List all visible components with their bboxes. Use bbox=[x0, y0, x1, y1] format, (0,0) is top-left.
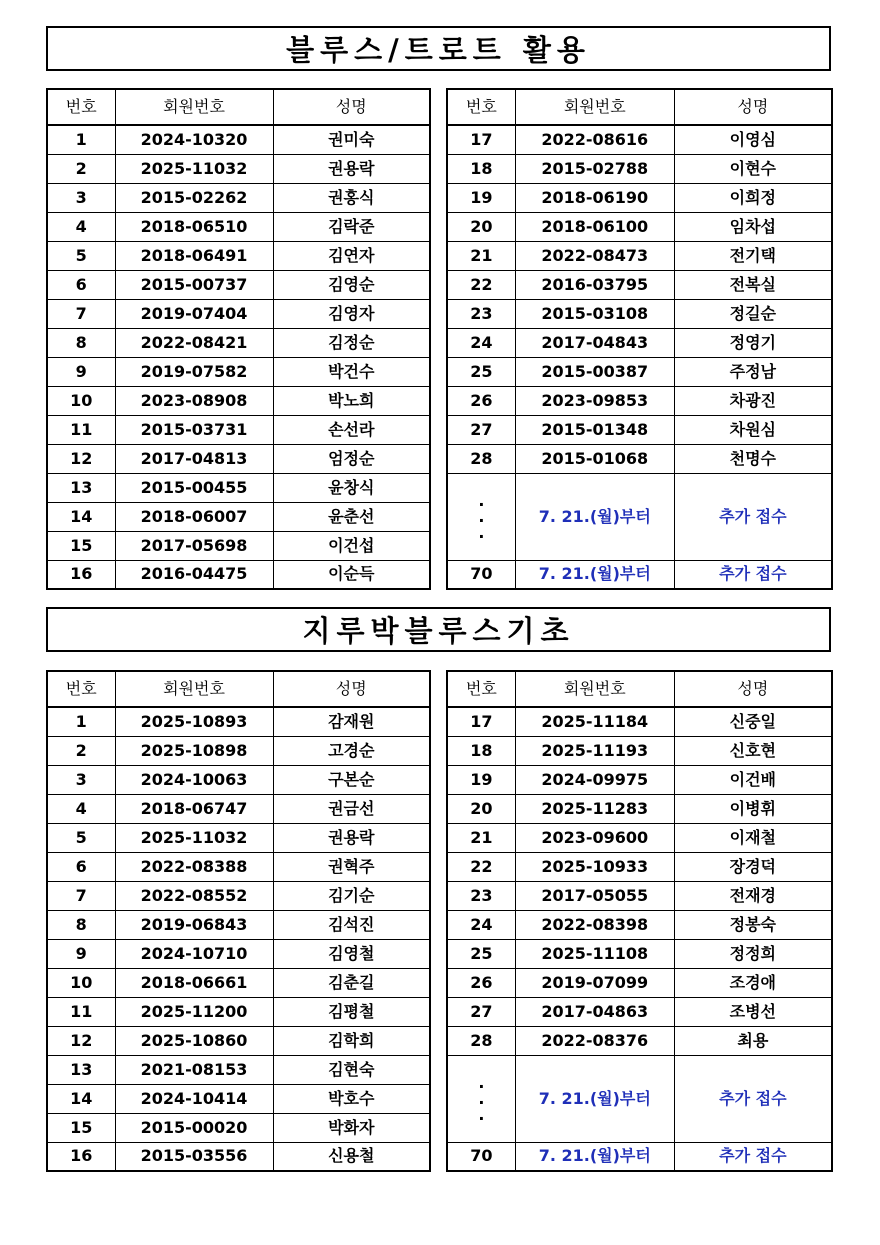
member-id: 2022-08376 bbox=[515, 1026, 674, 1055]
table-row bbox=[47, 183, 430, 212]
member-id: 2015-01348 bbox=[515, 415, 674, 444]
header-member-id: 회원번호 bbox=[515, 89, 674, 125]
member-name: 이건배 bbox=[674, 765, 832, 794]
row-number: 4 bbox=[47, 212, 115, 241]
table-row bbox=[47, 241, 430, 270]
member-name: 조병선 bbox=[674, 997, 832, 1026]
member-name: 김락준 bbox=[273, 212, 430, 241]
extra-date: 7. 21.(월)부터 bbox=[515, 1142, 674, 1171]
row-number: 19 bbox=[447, 183, 515, 212]
header-member-id: 회원번호 bbox=[115, 89, 273, 125]
member-name: 김현숙 bbox=[273, 1055, 430, 1084]
row-number: 3 bbox=[47, 765, 115, 794]
table-row bbox=[47, 823, 430, 852]
table-row bbox=[47, 415, 430, 444]
member-id: 2016-03795 bbox=[515, 270, 674, 299]
table-row bbox=[447, 154, 832, 183]
member-id: 2024-10320 bbox=[115, 125, 273, 154]
table-row bbox=[447, 328, 832, 357]
row-number: 13 bbox=[47, 473, 115, 502]
member-name: 감재원 bbox=[273, 707, 430, 736]
member-name: 정길순 bbox=[674, 299, 832, 328]
row-number: 24 bbox=[447, 328, 515, 357]
section-title: 블루스/트로트 활용 bbox=[46, 26, 831, 71]
member-name: 김영순 bbox=[273, 270, 430, 299]
table-row bbox=[447, 707, 832, 736]
member-id: 2015-01068 bbox=[515, 444, 674, 473]
member-name: 이병휘 bbox=[674, 794, 832, 823]
member-name: 임차섭 bbox=[674, 212, 832, 241]
table-row bbox=[447, 299, 832, 328]
table-row bbox=[447, 270, 832, 299]
member-id: 2025-11283 bbox=[515, 794, 674, 823]
row-number: 22 bbox=[447, 270, 515, 299]
row-number: 7 bbox=[47, 299, 115, 328]
header-name: 성명 bbox=[273, 89, 430, 125]
last-row bbox=[447, 1142, 832, 1171]
row-number: 6 bbox=[47, 270, 115, 299]
member-id: 2019-06843 bbox=[115, 910, 273, 939]
table-row bbox=[47, 444, 430, 473]
member-name: 박노희 bbox=[273, 386, 430, 415]
row-number: 10 bbox=[47, 968, 115, 997]
row-number: 8 bbox=[47, 328, 115, 357]
row-number: 12 bbox=[47, 1026, 115, 1055]
row-number: 6 bbox=[47, 852, 115, 881]
row-number: 28 bbox=[447, 1026, 515, 1055]
row-number: 70 bbox=[447, 1142, 515, 1171]
row-number: 4 bbox=[47, 794, 115, 823]
member-id: 2025-10860 bbox=[115, 1026, 273, 1055]
row-number: 5 bbox=[47, 823, 115, 852]
member-name: 천명수 bbox=[674, 444, 832, 473]
ellipsis-dot: . bbox=[478, 522, 485, 542]
member-name: 김영자 bbox=[273, 299, 430, 328]
table-row bbox=[47, 125, 430, 154]
member-id: 2025-10933 bbox=[515, 852, 674, 881]
member-id: 2017-04843 bbox=[515, 328, 674, 357]
row-number: 17 bbox=[447, 125, 515, 154]
table-row bbox=[447, 997, 832, 1026]
row-number: 9 bbox=[47, 939, 115, 968]
member-id: 2019-07582 bbox=[115, 357, 273, 386]
ellipsis-dots bbox=[447, 473, 515, 560]
header-member-id: 회원번호 bbox=[515, 671, 674, 707]
member-name: 김기순 bbox=[273, 881, 430, 910]
member-id: 2025-11032 bbox=[115, 154, 273, 183]
member-name: 김연자 bbox=[273, 241, 430, 270]
table-row bbox=[447, 881, 832, 910]
extra-date: 7. 21.(월)부터 bbox=[515, 560, 674, 589]
row-number: 2 bbox=[47, 154, 115, 183]
roster-table-right bbox=[446, 88, 833, 590]
member-id: 2018-06007 bbox=[115, 502, 273, 531]
table-row bbox=[447, 852, 832, 881]
table-row bbox=[447, 357, 832, 386]
extra-label: 추가 접수 bbox=[674, 473, 832, 560]
member-name: 신용철 bbox=[273, 1142, 430, 1171]
row-number: 28 bbox=[447, 444, 515, 473]
extra-date: 7. 21.(월)부터 bbox=[515, 1055, 674, 1142]
table-row bbox=[47, 212, 430, 241]
table-row bbox=[47, 328, 430, 357]
member-name: 박화자 bbox=[273, 1113, 430, 1142]
member-id: 2018-06510 bbox=[115, 212, 273, 241]
roster-table-left bbox=[46, 88, 431, 590]
member-id: 2018-06747 bbox=[115, 794, 273, 823]
member-name: 차원심 bbox=[674, 415, 832, 444]
extra-label: 추가 접수 bbox=[674, 560, 832, 589]
row-number: 14 bbox=[47, 502, 115, 531]
member-id: 2022-08398 bbox=[515, 910, 674, 939]
row-number: 16 bbox=[47, 1142, 115, 1171]
row-number: 15 bbox=[47, 531, 115, 560]
row-number: 1 bbox=[47, 125, 115, 154]
member-id: 2018-06491 bbox=[115, 241, 273, 270]
member-name: 박건수 bbox=[273, 357, 430, 386]
member-name: 김정순 bbox=[273, 328, 430, 357]
member-name: 조경애 bbox=[674, 968, 832, 997]
member-name: 윤창식 bbox=[273, 473, 430, 502]
member-name: 이재철 bbox=[674, 823, 832, 852]
table-row bbox=[447, 939, 832, 968]
member-name: 권용락 bbox=[273, 823, 430, 852]
row-number: 24 bbox=[447, 910, 515, 939]
member-name: 김영철 bbox=[273, 939, 430, 968]
row-number: 25 bbox=[447, 939, 515, 968]
member-id: 2019-07404 bbox=[115, 299, 273, 328]
member-name: 이영심 bbox=[674, 125, 832, 154]
row-number: 18 bbox=[447, 154, 515, 183]
member-name: 차광진 bbox=[674, 386, 832, 415]
table-row bbox=[47, 357, 430, 386]
row-number: 7 bbox=[47, 881, 115, 910]
member-name: 이순득 bbox=[273, 560, 430, 589]
row-number: 25 bbox=[447, 357, 515, 386]
member-id: 2022-08421 bbox=[115, 328, 273, 357]
member-name: 손선라 bbox=[273, 415, 430, 444]
table-row bbox=[47, 997, 430, 1026]
header-name: 성명 bbox=[674, 671, 832, 707]
ellipsis-dot: . bbox=[478, 490, 485, 510]
table-row bbox=[47, 881, 430, 910]
member-name: 윤춘선 bbox=[273, 502, 430, 531]
member-name: 권금선 bbox=[273, 794, 430, 823]
table-row bbox=[47, 1142, 430, 1171]
row-number: 23 bbox=[447, 881, 515, 910]
row-number: 15 bbox=[47, 1113, 115, 1142]
member-name: 정봉숙 bbox=[674, 910, 832, 939]
row-number: 13 bbox=[47, 1055, 115, 1084]
row-number: 3 bbox=[47, 183, 115, 212]
member-name: 권혁주 bbox=[273, 852, 430, 881]
member-id: 2025-10893 bbox=[115, 707, 273, 736]
member-id: 2017-04863 bbox=[515, 997, 674, 1026]
row-number: 21 bbox=[447, 823, 515, 852]
table-row bbox=[447, 968, 832, 997]
table-row bbox=[47, 299, 430, 328]
ellipsis-dots bbox=[447, 1055, 515, 1142]
member-name: 전재경 bbox=[674, 881, 832, 910]
member-id: 2025-10898 bbox=[115, 736, 273, 765]
row-number: 11 bbox=[47, 997, 115, 1026]
member-id: 2025-11184 bbox=[515, 707, 674, 736]
row-number: 20 bbox=[447, 794, 515, 823]
table-row bbox=[447, 736, 832, 765]
member-id: 2015-02262 bbox=[115, 183, 273, 212]
table-row bbox=[47, 968, 430, 997]
table-row bbox=[447, 415, 832, 444]
member-id: 2017-05055 bbox=[515, 881, 674, 910]
row-number: 2 bbox=[47, 736, 115, 765]
table-row bbox=[47, 1026, 430, 1055]
member-id: 2018-06100 bbox=[515, 212, 674, 241]
member-name: 권홍식 bbox=[273, 183, 430, 212]
member-id: 2015-00455 bbox=[115, 473, 273, 502]
table-row bbox=[447, 241, 832, 270]
row-number: 8 bbox=[47, 910, 115, 939]
row-number: 9 bbox=[47, 357, 115, 386]
table-row bbox=[447, 765, 832, 794]
member-id: 2015-03556 bbox=[115, 1142, 273, 1171]
member-name: 박호수 bbox=[273, 1084, 430, 1113]
roster-table-left bbox=[46, 670, 431, 1172]
member-id: 2025-11200 bbox=[115, 997, 273, 1026]
header-member-id: 회원번호 bbox=[115, 671, 273, 707]
member-id: 2025-11193 bbox=[515, 736, 674, 765]
member-id: 2019-07099 bbox=[515, 968, 674, 997]
member-id: 2018-06661 bbox=[115, 968, 273, 997]
member-id: 2024-10414 bbox=[115, 1084, 273, 1113]
member-id: 2015-03731 bbox=[115, 415, 273, 444]
member-id: 2025-11108 bbox=[515, 939, 674, 968]
member-id: 2024-09975 bbox=[515, 765, 674, 794]
ellipsis-dot: . bbox=[478, 1104, 485, 1124]
member-id: 2015-00020 bbox=[115, 1113, 273, 1142]
member-id: 2017-04813 bbox=[115, 444, 273, 473]
roster-table-right bbox=[446, 670, 833, 1172]
member-name: 전복실 bbox=[674, 270, 832, 299]
member-id: 2017-05698 bbox=[115, 531, 273, 560]
member-name: 정정희 bbox=[674, 939, 832, 968]
member-name: 신호현 bbox=[674, 736, 832, 765]
member-id: 2023-08908 bbox=[115, 386, 273, 415]
row-number: 26 bbox=[447, 386, 515, 415]
member-id: 2023-09600 bbox=[515, 823, 674, 852]
table-row bbox=[47, 852, 430, 881]
section-title: 지루박블루스기초 bbox=[46, 607, 831, 652]
table-row bbox=[47, 1113, 430, 1142]
row-number: 10 bbox=[47, 386, 115, 415]
table-row bbox=[47, 270, 430, 299]
member-name: 정영기 bbox=[674, 328, 832, 357]
member-id: 2024-10063 bbox=[115, 765, 273, 794]
member-id: 2022-08552 bbox=[115, 881, 273, 910]
member-id: 2025-11032 bbox=[115, 823, 273, 852]
ellipsis-dot: . bbox=[478, 506, 485, 526]
member-id: 2015-02788 bbox=[515, 154, 674, 183]
table-row bbox=[447, 125, 832, 154]
row-number: 11 bbox=[47, 415, 115, 444]
table-row bbox=[47, 560, 430, 589]
table-row bbox=[47, 707, 430, 736]
table-row bbox=[447, 794, 832, 823]
extra-date: 7. 21.(월)부터 bbox=[515, 473, 674, 560]
member-name: 김석진 bbox=[273, 910, 430, 939]
member-name: 김학희 bbox=[273, 1026, 430, 1055]
member-id: 2024-10710 bbox=[115, 939, 273, 968]
table-row bbox=[447, 1026, 832, 1055]
row-number: 14 bbox=[47, 1084, 115, 1113]
row-number: 18 bbox=[447, 736, 515, 765]
member-id: 2015-00737 bbox=[115, 270, 273, 299]
row-number: 27 bbox=[447, 997, 515, 1026]
member-id: 2016-04475 bbox=[115, 560, 273, 589]
member-name: 권미숙 bbox=[273, 125, 430, 154]
member-id: 2022-08473 bbox=[515, 241, 674, 270]
extra-registration-row bbox=[447, 473, 832, 560]
member-name: 최용 bbox=[674, 1026, 832, 1055]
header-number: 번호 bbox=[47, 671, 115, 707]
last-row bbox=[447, 560, 832, 589]
member-name: 구본순 bbox=[273, 765, 430, 794]
member-name: 전기택 bbox=[674, 241, 832, 270]
member-name: 장경덕 bbox=[674, 852, 832, 881]
header-number: 번호 bbox=[447, 89, 515, 125]
header-number: 번호 bbox=[47, 89, 115, 125]
table-row bbox=[47, 502, 430, 531]
member-name: 주정남 bbox=[674, 357, 832, 386]
table-row bbox=[447, 386, 832, 415]
table-row bbox=[47, 939, 430, 968]
member-id: 2021-08153 bbox=[115, 1055, 273, 1084]
table-row bbox=[47, 736, 430, 765]
row-number: 17 bbox=[447, 707, 515, 736]
row-number: 23 bbox=[447, 299, 515, 328]
member-id: 2015-00387 bbox=[515, 357, 674, 386]
table-row bbox=[47, 386, 430, 415]
row-number: 20 bbox=[447, 212, 515, 241]
row-number: 1 bbox=[47, 707, 115, 736]
table-row bbox=[47, 910, 430, 939]
table-row bbox=[47, 794, 430, 823]
extra-registration-row bbox=[447, 1055, 832, 1142]
member-name: 권용락 bbox=[273, 154, 430, 183]
extra-label: 추가 접수 bbox=[674, 1055, 832, 1142]
row-number: 12 bbox=[47, 444, 115, 473]
row-number: 26 bbox=[447, 968, 515, 997]
header-name: 성명 bbox=[674, 89, 832, 125]
member-name: 김춘길 bbox=[273, 968, 430, 997]
row-number: 70 bbox=[447, 560, 515, 589]
header-name: 성명 bbox=[273, 671, 430, 707]
table-row bbox=[447, 183, 832, 212]
extra-label: 추가 접수 bbox=[674, 1142, 832, 1171]
member-id: 2022-08616 bbox=[515, 125, 674, 154]
member-name: 고경순 bbox=[273, 736, 430, 765]
row-number: 22 bbox=[447, 852, 515, 881]
table-row bbox=[447, 444, 832, 473]
table-row bbox=[447, 910, 832, 939]
table-row bbox=[447, 823, 832, 852]
table-row bbox=[47, 473, 430, 502]
member-name: 이현수 bbox=[674, 154, 832, 183]
row-number: 27 bbox=[447, 415, 515, 444]
row-number: 21 bbox=[447, 241, 515, 270]
table-row bbox=[447, 212, 832, 241]
row-number: 19 bbox=[447, 765, 515, 794]
member-name: 엄정순 bbox=[273, 444, 430, 473]
table-row bbox=[47, 765, 430, 794]
table-row bbox=[47, 1055, 430, 1084]
table-row bbox=[47, 1084, 430, 1113]
member-id: 2018-06190 bbox=[515, 183, 674, 212]
member-name: 이희정 bbox=[674, 183, 832, 212]
member-name: 이건섭 bbox=[273, 531, 430, 560]
row-number: 16 bbox=[47, 560, 115, 589]
table-row bbox=[47, 531, 430, 560]
ellipsis-dot: . bbox=[478, 1072, 485, 1092]
member-id: 2023-09853 bbox=[515, 386, 674, 415]
member-name: 신중일 bbox=[674, 707, 832, 736]
header-number: 번호 bbox=[447, 671, 515, 707]
row-number: 5 bbox=[47, 241, 115, 270]
ellipsis-dot: . bbox=[478, 1088, 485, 1108]
member-name: 김평철 bbox=[273, 997, 430, 1026]
table-row bbox=[47, 154, 430, 183]
member-id: 2022-08388 bbox=[115, 852, 273, 881]
member-id: 2015-03108 bbox=[515, 299, 674, 328]
